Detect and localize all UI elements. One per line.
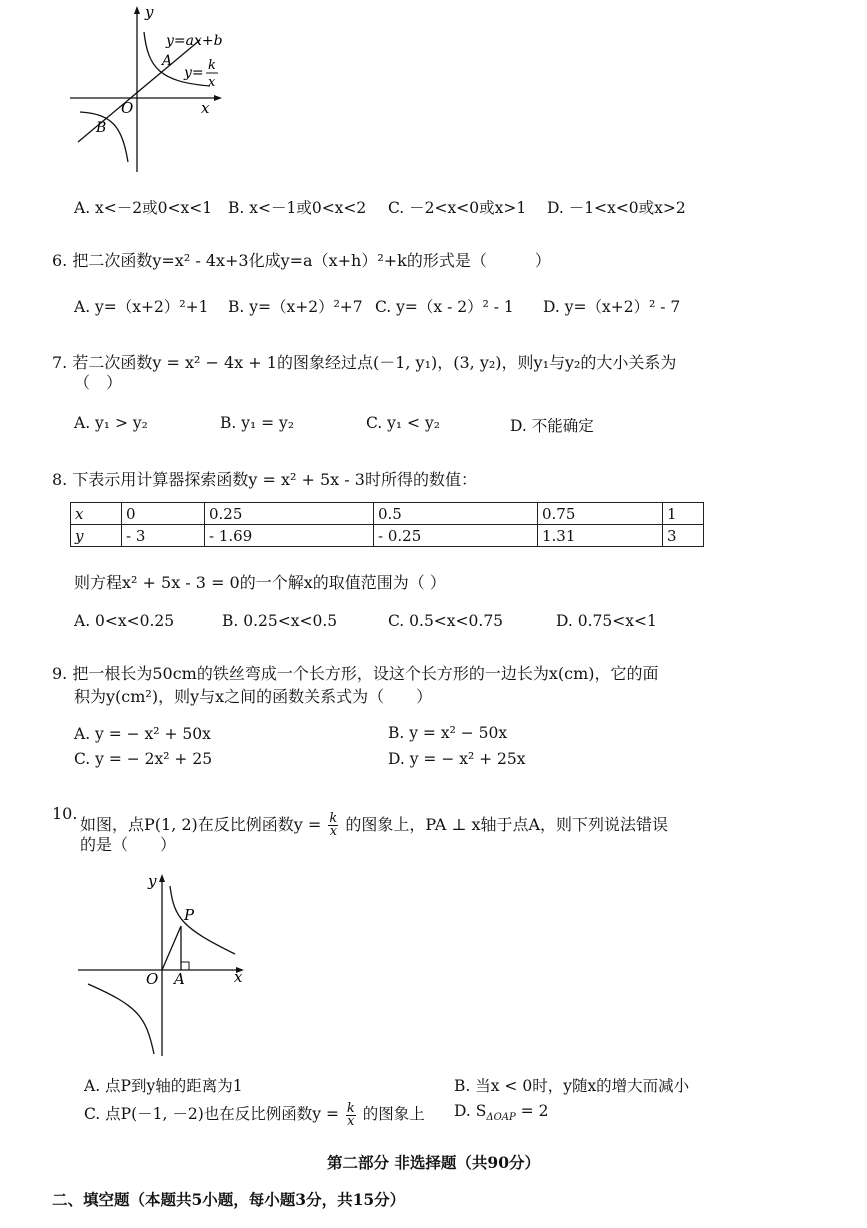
figure-q5-graph (60, 0, 240, 180)
q10-option-c-part2: 的图象上 (362, 1105, 425, 1123)
fig1-line-label: y=ax+b (166, 33, 223, 49)
q8-option-a[interactable]: A. 0<x<0.25 (74, 612, 175, 630)
q7-option-c[interactable]: C. y₁ < y₂ (366, 414, 440, 432)
q10-option-d-subscript: ΔOAP (486, 1112, 516, 1124)
q10-option-c-frac-num: k (346, 1100, 355, 1116)
q10-fraction (328, 813, 338, 838)
q10-option-c-part1: C. 点P(－1, －2)也在反比例函数y = (84, 1105, 339, 1123)
fig1-point-a: A (162, 53, 173, 69)
q5-option-c[interactable]: C. －2<x<0或x>1 (388, 199, 527, 217)
table-cell: y (71, 525, 122, 547)
q6-question: 6. 把二次函数y=x² - 4x+3化成y=a（x+h）²+k的形式是（ ） (52, 251, 551, 270)
q6-option-a[interactable]: A. y=（x+2）²+1 (74, 298, 209, 316)
fig2-origin-label: O (146, 970, 159, 988)
q6-option-b[interactable]: B. y=（x+2）²+7 (228, 298, 363, 316)
q8-option-d[interactable]: D. 0.75<x<1 (556, 612, 657, 630)
table-cell: 0 (122, 503, 205, 525)
q10-option-d-label: D. S (454, 1102, 487, 1120)
q10-option-c-fraction (346, 1100, 356, 1129)
q7-option-d[interactable]: D. 不能确定 (510, 417, 594, 435)
table-cell: 0.75 (538, 503, 663, 525)
fig2-y-label: y (148, 872, 157, 890)
fig1-y-label: y (145, 3, 154, 21)
fig2-point-p: P (184, 906, 195, 924)
q10-option-a[interactable]: A. 点P到y轴的距离为1 (84, 1077, 243, 1095)
fig1-x-label: x (201, 99, 210, 117)
fig1-origin-label: O (121, 99, 134, 117)
section-fill-in-heading: 二、填空题（本题共5小题，每小题3分，共15分） (52, 1190, 406, 1209)
table-cell: 1 (663, 503, 704, 525)
q9-option-a[interactable]: A. y = − x² + 50x (74, 725, 211, 743)
q10-text-part1: 如图，点P(1, 2)在反比例函数y = (80, 815, 322, 834)
q8-question: 8. 下表示用计算器探索函数y = x² + 5x - 3时所得的数值： (52, 470, 477, 489)
q9-option-c[interactable]: C. y = − 2x² + 25 (74, 750, 213, 768)
table-cell: 3 (663, 525, 704, 547)
q10-question-line2: 的是（ ） (80, 835, 177, 854)
fig1-curve-prefix: y= (184, 65, 204, 81)
q6-option-d[interactable]: D. y=（x+2）² - 7 (543, 298, 681, 316)
q10-frac-den: x (329, 824, 338, 839)
q9-question-line2: 积为y(cm²)，则y与x之间的函数关系式为（ ） (74, 687, 433, 706)
q7-option-b[interactable]: B. y₁ = y₂ (220, 414, 295, 432)
table-cell: 1.31 (538, 525, 663, 547)
q7-question-line2: （ ） (74, 373, 123, 392)
q9-option-d[interactable]: D. y = − x² + 25x (388, 750, 526, 768)
q10-option-d[interactable] (454, 1102, 548, 1123)
q7-option-a[interactable]: A. y₁ > y₂ (74, 414, 148, 432)
q10-option-c-frac-den: x (347, 1113, 355, 1129)
fig1-curve-num: k (208, 58, 216, 73)
q10-text-part2: 的图象上，PA ⊥ x轴于点A，则下列说法错误 (345, 815, 669, 834)
part2-title: 第二部分 非选择题（共90分） (327, 1153, 540, 1172)
q5-option-b[interactable]: B. x<－1或0<x<2 (228, 199, 367, 217)
q9-question-line1: 9. 把一根长为50cm的铁丝弯成一个长方形，设这个长方形的一边长为x(cm)，它的面 (52, 664, 659, 683)
q10-number: 10. (52, 804, 78, 823)
q8-option-c[interactable]: C. 0.5<x<0.75 (388, 612, 504, 630)
table-row (71, 503, 704, 525)
q10-option-d-value: = 2 (515, 1102, 549, 1120)
q5-option-a[interactable]: A. x<－2或0<x<1 (74, 199, 213, 217)
table-cell: - 0.25 (374, 525, 538, 547)
q7-question-line1: 7. 若二次函数y = x² − 4x + 1的图象经过点(－1, y₁)，(3, y₂)，则y₁与y₂的大小关系为 (52, 353, 677, 372)
q9-option-b[interactable]: B. y = x² − 50x (388, 724, 508, 742)
q6-option-c[interactable]: C. y=（x - 2）² - 1 (375, 298, 514, 316)
table-cell: 0.5 (374, 503, 538, 525)
fig1-point-b: B (96, 120, 107, 136)
q5-option-d[interactable]: D. －1<x<0或x>2 (547, 199, 686, 217)
fig2-point-a: A (174, 970, 185, 988)
q10-frac-num: k (329, 811, 338, 826)
q8-followup: 则方程x² + 5x - 3 = 0的一个解x的取值范围为（ ） (74, 573, 446, 592)
table-cell: x (71, 503, 122, 525)
fig1-curve-den: x (208, 75, 216, 90)
q8-option-b[interactable]: B. 0.25<x<0.5 (222, 612, 338, 630)
table-cell: - 3 (122, 525, 205, 547)
table-cell: 0.25 (205, 503, 374, 525)
q10-option-b[interactable]: B. 当x < 0时，y随x的增大而减小 (454, 1077, 690, 1095)
table-cell: - 1.69 (205, 525, 374, 547)
q10-option-c[interactable] (84, 1102, 425, 1128)
figure-q10-graph (70, 866, 260, 1066)
table-row (71, 525, 704, 547)
q8-value-table (70, 502, 704, 547)
fig2-x-label: x (234, 968, 243, 986)
